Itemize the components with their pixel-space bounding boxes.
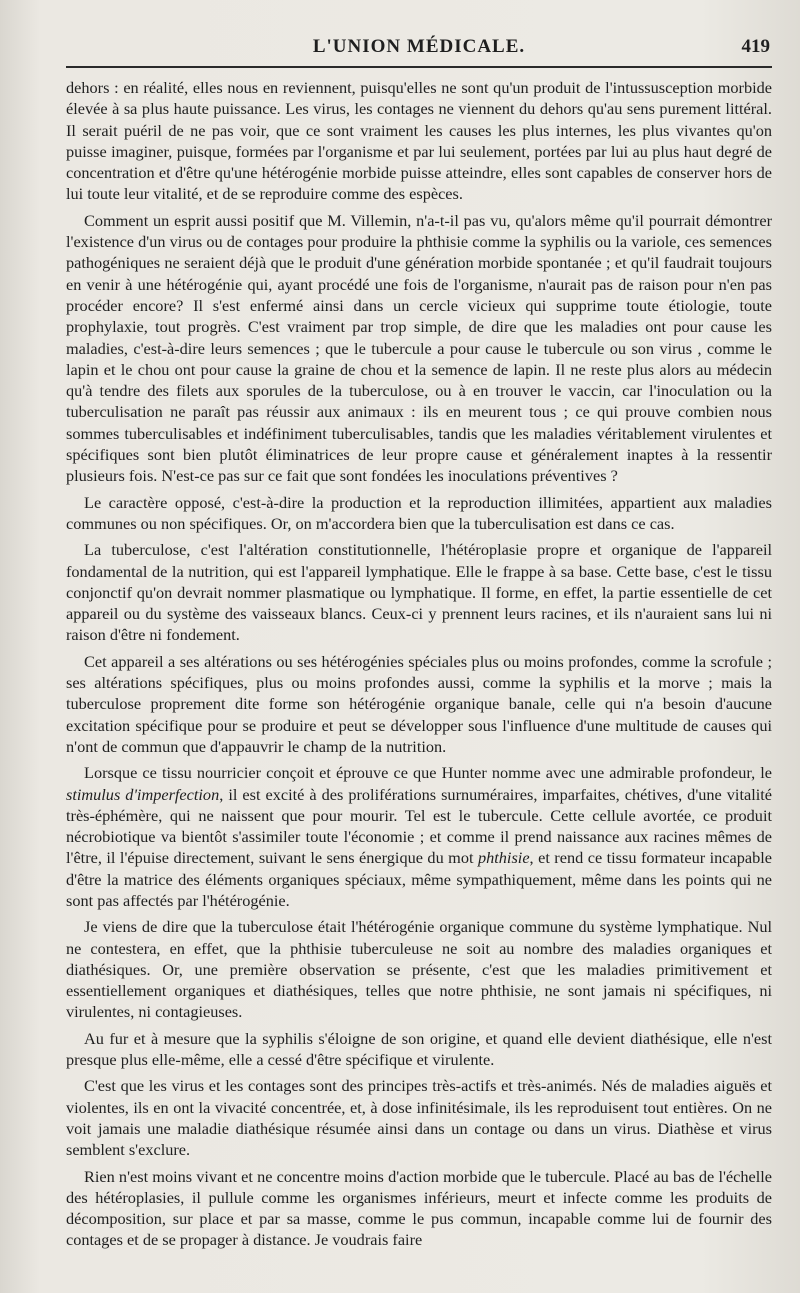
- italic-term: phthisie: [477, 848, 530, 868]
- text-run: dehors : en réalité, elles nous en reviennent, puisqu'elles ne sont qu'un produit de l'intussusception morbide élevée à sa plus haute puissance. Les virus, les contages ne viennent du dehors qu'au sens purement littéral. Il serait puéril de ne pas voir, que ce sont vraiment les causes les plus internes, les plus vivantes qu'on puisse imaginer, puisque, formées par l'organisme et par lui seulement, portées par lui au plus haut degré de concentration et d'être qu'une hétérogénie morbide puisse atteindre, elles sont capables de conserver hors de lui toute leur vitalité, et de se reproduire comme des espèces.: [66, 78, 772, 204]
- text-run: , et rend ce tissu formateur incapable d'être la matrice des éléments organiques spéciaux, même sympathiquement, même dans les points qui ne sont pas affectés par l'hétérogénie.: [66, 848, 773, 910]
- text-run: Je viens de dire que la tuberculose était l'hétérogénie organique commune du système lymphatique. Nul ne contestera, en effet, que la phthisie tuberculeuse ne soit au nombre des maladies organiques et diathésiques. Or, une première observation se présente, c'est que les maladies primitivement et essentiellement organiques et diathésiques, telles que notre phthisie, ne sont jamais ni spécifiques, ni virulentes, ni contagieuses.: [66, 917, 772, 1022]
- paragraph: [66, 210, 772, 487]
- text-run: Lorsque ce tissu nourricier conçoit et éprouve ce que Hunter nomme avec une admirable profondeur, le: [84, 763, 772, 783]
- paragraph: [66, 1166, 772, 1251]
- running-title: L'UNION MÉDICALE.: [312, 36, 526, 57]
- text-run: C'est que les virus et les contages sont des principes très-actifs et très-animés. Nés de maladies aiguës et violentes, ils en ont la vivacité concentrée, et, à dose infinitésimale, ils les reproduisent tout entières. On ne voit jamais une maladie diathésique résumée ainsi dans un contage ou dans un virus. Diathèse et virus semblent s'exclure.: [66, 1076, 772, 1160]
- text-run: Cet appareil a ses altérations ou ses hétérogénies spéciales plus ou moins profondes, comme la scrofule ; ses altérations spécifiques, plus ou moins profondes aussi, comme la syphilis et la morve ; mais la tuberculose proprement dite forme son hétérogénie organique banale, celle qui n'a besoin d'aucune excitation spécifique pour se produire et peut se développer sous l'influence d'une multitude de causes qui n'ont de commun que d'appauvrir le champ de la nutrition.: [66, 651, 772, 756]
- text-run: La tuberculose, c'est l'altération constitutionnelle, l'hétéroplasie propre et organique de l'appareil fondamental de la nutrition, qui est l'appareil lymphatique. Elle le frappe à sa base. Cette base, c'est le tissu conjonctif qu'on devrait nommer plasmatique ou lymphatique. Il forme, en effet, la partie essentielle de cet appareil ou du système des vaisseaux blancs. Ceux-ci y prennent leurs racines, et ils n'auraient sans lui ni raison d'être ni fondement.: [66, 540, 772, 645]
- paragraph: [66, 762, 772, 911]
- paragraph: [66, 916, 772, 1022]
- paragraph: [66, 1028, 772, 1071]
- text-run: Au fur et à mesure que la syphilis s'éloigne de son origine, et quand elle devient diathésique, elle n'est presque plus elle-même, elle a cessé d'être spécifique et virulente.: [66, 1028, 772, 1070]
- paragraph: [66, 492, 772, 535]
- text-run: Comment un esprit aussi positif que M. Villemin, n'a-t-il pas vu, qu'alors même qu'il pourrait démontrer l'existence d'un virus ou de contages pour produire la phthisie comme la syphilis ou la variole, ces semences pathogéniques ne seraient déjà que le produit d'une génération morbide spontanée ; et qu'il faudrait toujours en venir à une hétérogénie qui, ayant procédé une fois de l'organisme, n'aurait pas de raison pour n'en pas procéder encore? Il s'est enfermé ainsi dans un cercle vicieux qui supprime toute étiologie, toute prophylaxie, tout progrès. C'est vraiment par trop simple, de dire que les maladies ont pour cause les maladies, c'est-à-dire leurs semences ; que le tubercule a pour cause le tubercule ou son virus , comme le lapin et le chou ont pour cause la graine de chou et la semence de lapin. Il ne reste plus alors au médecin qu'à tendre des filets aux sporules de la tuberculose, ou à en trouver le vaccin, car l'inoculation ou la tuberculisation ne paraît pas réussir aux animaux : ils en meurent tous ; ce qui prouve combien nous sommes tuberculisables et indéfiniment tuberculisables, tandis que les maladies véritablement virulentes et spécifiques sont bien plutôt éliminatrices de leur propre cause et généralement inaptes à la ressentir plusieurs fois. N'est-ce pas sur ce fait que sont fondées les inoculations préventives ?: [66, 210, 772, 486]
- paragraph: [66, 77, 772, 205]
- page-header: [66, 34, 772, 68]
- paragraph: [66, 651, 772, 757]
- text-run: Le caractère opposé, c'est-à-dire la production et la reproduction illimitées, appartient aux maladies communes ou non spécifiques. Or, on m'accordera bien que la tuberculisation est dans ce cas.: [66, 492, 772, 533]
- page-number: 419: [741, 36, 770, 57]
- text-run: , il est excité à des proliférations surnuméraires, imparfaites, chétives, d'une vitalité très-éphémère, qui ne naissent que pour mourir. Tel est le tubercule. Cette cellule avortée, ce produit nécrobiotique va bientôt s'assimiler toute l'économie ; et comme il prend naissance aux racines mêmes de l'être, il l'épuise directement, suivant le sens énergique du mot: [66, 784, 772, 868]
- paragraph: [66, 1075, 772, 1160]
- body-text: [66, 77, 772, 1251]
- paragraph: [66, 539, 772, 645]
- italic-term: stimulus d'imperfection: [66, 784, 220, 804]
- text-run: Rien n'est moins vivant et ne concentre moins d'action morbide que le tubercule. Placé au bas de l'échelle des hétéroplasies, il pullule comme les organismes inférieurs, meurt et infecte comme les produits de décomposition, sur place et par sa masse, comme le pus commun, incapable comme lui de fournir des contages et de se propager à distance. Je voudrais faire: [66, 1166, 772, 1250]
